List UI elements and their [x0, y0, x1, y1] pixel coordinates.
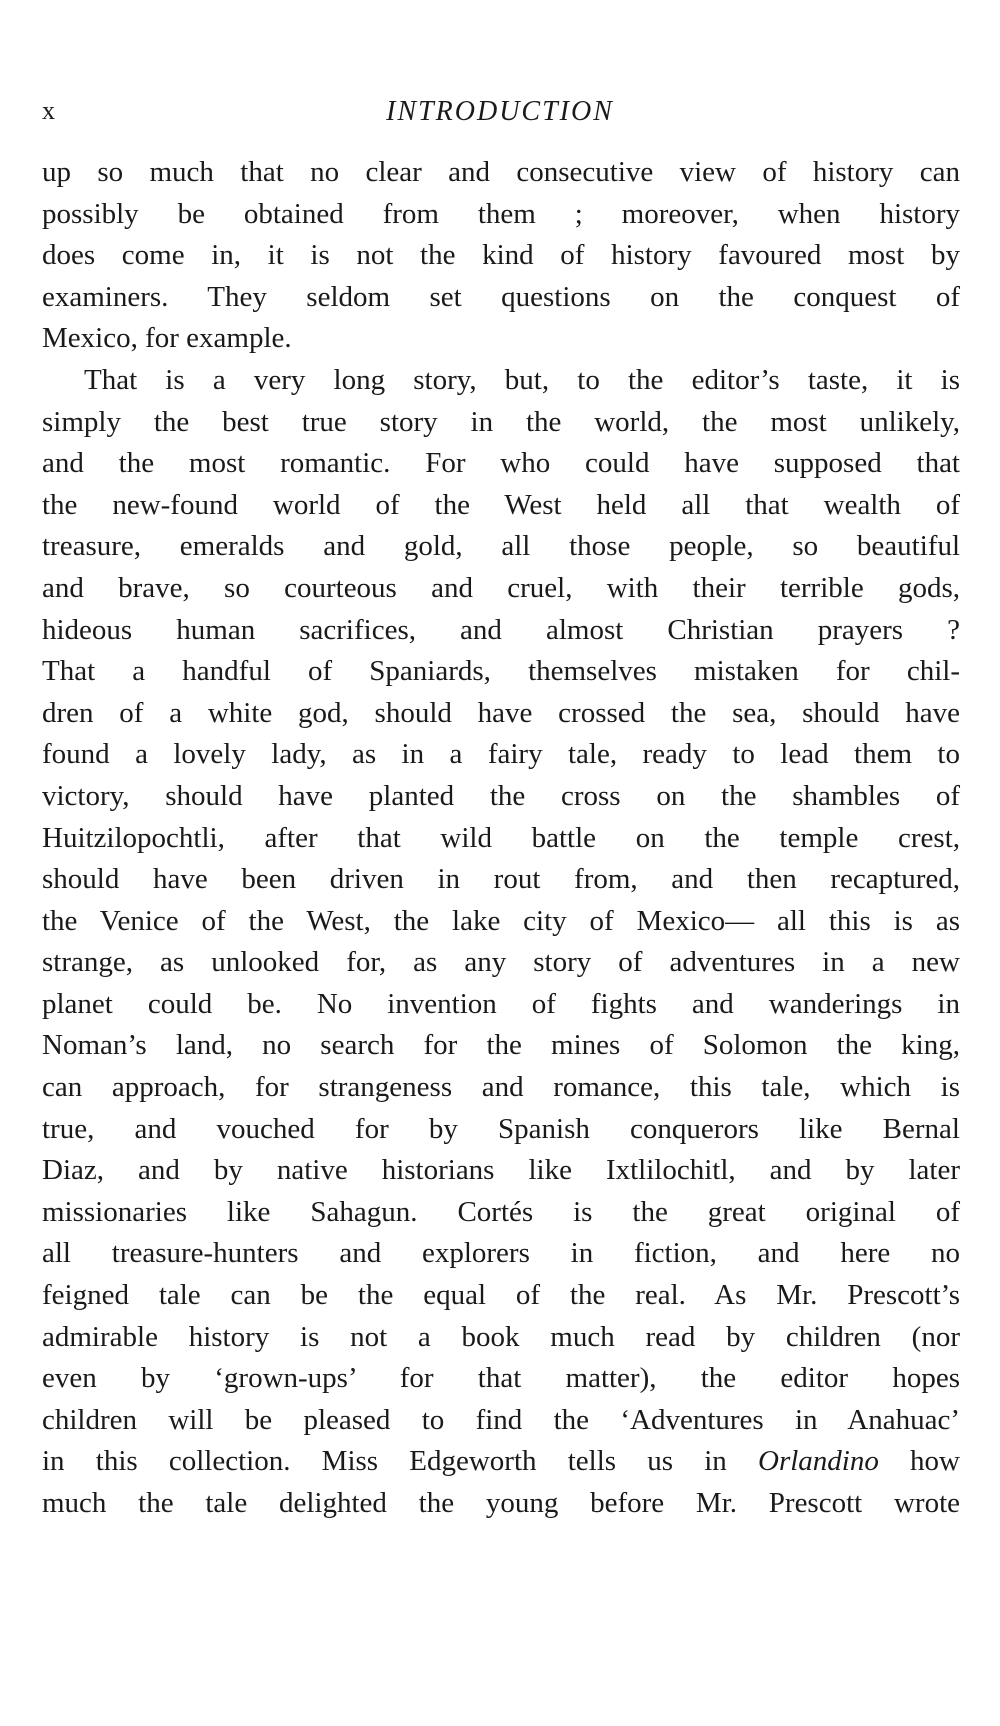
text-line: [42, 235, 960, 277]
line-text: That is a very long story, but, to the editor’s taste, it is: [84, 363, 960, 396]
line-text: should have been driven in rout from, and then recaptured,: [42, 863, 960, 896]
line-text: strange, as unlooked for, as any story of adventures in a new: [42, 946, 960, 979]
line-text: and the most romantic. For who could have supposed that: [42, 447, 960, 480]
text-line: [42, 360, 960, 402]
line-text: up so much that no clear and consecutive view of history can: [42, 156, 960, 188]
text-line: [42, 1358, 960, 1400]
line-text: how: [878, 1445, 960, 1478]
text-line: [42, 318, 960, 360]
text-line: [42, 610, 960, 652]
text-line: [42, 194, 960, 236]
line-text: Huitzilopochtli, after that wild battle on the temple crest,: [42, 821, 960, 854]
running-title: INTRODUCTION: [386, 96, 614, 127]
line-text: can approach, for strangeness and romance, this tale, which is: [42, 1071, 960, 1104]
text-line: [42, 693, 960, 735]
text-line: [42, 1441, 960, 1483]
text-line: [42, 859, 960, 901]
line-text: does come in, it is not the kind of history favoured most by: [42, 239, 960, 272]
text-line: [42, 984, 960, 1026]
line-text: Diaz, and by native historians like Ixtlilochitl, and by later: [42, 1154, 960, 1187]
text-line: [42, 1400, 960, 1442]
line-text: planet could be. No invention of fights and wanderings in: [42, 987, 960, 1020]
text-line: [42, 1483, 960, 1525]
text-line: [42, 1317, 960, 1359]
line-text: Mexico, for example.: [42, 322, 292, 355]
text-line: [42, 152, 960, 194]
text-line: [42, 1067, 960, 1109]
text-line: [42, 651, 960, 693]
text-line: [42, 568, 960, 610]
line-text: in this collection. Miss Edgeworth tells us in: [42, 1445, 727, 1478]
line-text: dren of a white god, should have crossed the sea, should have: [42, 696, 960, 729]
line-text: the new-found world of the West held all that wealth of: [42, 488, 960, 521]
line-text: possibly be obtained from them ; moreover, when history: [42, 197, 960, 230]
line-text: treasure, emeralds and gold, all those people, so beautiful: [42, 530, 960, 563]
line-text: the Venice of the West, the lake city of Mexico— all this is as: [42, 904, 960, 937]
text-line: [42, 402, 960, 444]
text-line: [42, 818, 960, 860]
text-line: [42, 485, 960, 527]
line-text: hideous human sacrifices, and almost Christian prayers ?: [42, 613, 960, 646]
line-text: missionaries like Sahagun. Cortés is the great original of: [42, 1195, 960, 1228]
text-line: [42, 1275, 960, 1317]
text-line: [42, 901, 960, 943]
line-text: all treasure-hunters and explorers in fiction, and here no: [42, 1237, 960, 1270]
line-text: and brave, so courteous and cruel, with their terrible gods,: [42, 571, 960, 604]
line-text: admirable history is not a book much read by children (nor: [42, 1320, 960, 1353]
line-text: found a lovely lady, as in a fairy tale, ready to lead them to: [42, 738, 960, 771]
line-text: victory, should have planted the cross on the shambles of: [42, 779, 960, 812]
text-line: [42, 1150, 960, 1192]
text-line: [42, 1109, 960, 1151]
page-number: x: [42, 96, 55, 125]
text-line: [42, 277, 960, 319]
text-line: [42, 443, 960, 485]
line-text: much the tale delighted the young before Mr. Prescott wrote: [42, 1487, 960, 1519]
text-line: [42, 734, 960, 776]
text-line: [42, 776, 960, 818]
text-line: [42, 1025, 960, 1067]
line-text: feigned tale can be the equal of the real. As Mr. Prescott’s: [42, 1279, 960, 1312]
line-text: simply the best true story in the world, the most unlikely,: [42, 405, 960, 438]
text-line: [42, 942, 960, 984]
text-line: [42, 1233, 960, 1275]
line-text: even by ‘grown-ups’ for that matter), the editor hopes: [42, 1362, 960, 1395]
line-text: examiners. They seldom set questions on the conquest of: [42, 280, 960, 313]
line-text: Noman’s land, no search for the mines of Solomon the king,: [42, 1029, 960, 1062]
line-text: That a handful of Spaniards, themselves mistaken for chil-: [42, 655, 960, 688]
text-line: [42, 1192, 960, 1234]
italic-title: Orlandino: [758, 1445, 879, 1478]
line-text: children will be pleased to find the ‘Adventures in Anahuac’: [42, 1403, 960, 1436]
text-line: [42, 526, 960, 568]
line-text: true, and vouched for by Spanish conquerors like Bernal: [42, 1112, 960, 1145]
body-text: [42, 152, 960, 1525]
